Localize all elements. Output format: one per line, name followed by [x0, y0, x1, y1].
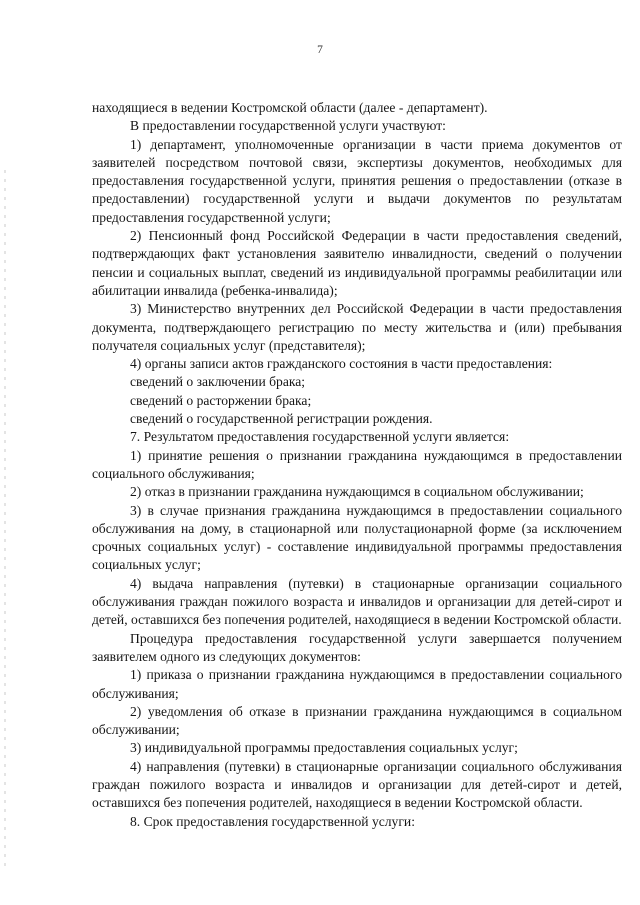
paragraph-p6: сведений о заключении брака; — [130, 374, 306, 390]
paragraph-p3: 2) Пенсионный фонд Российской Федерации в части предоставления сведений, подтверждающих факт установления заявителю инвалидности, сведений о получении пенсии и социальных выплат, сведений из индивидуальной программы реабилитации или абилитации инвалида (ребенка-инвалида); — [92, 228, 622, 298]
paragraph-p14: Процедура предоставления государственной услуги завершается получением заявителем одного из следующих документов: — [92, 630, 622, 664]
scan-edge-artifact — [4, 170, 6, 870]
paragraph-p7: сведений о расторжении брака; — [130, 392, 312, 408]
paragraph-p8: сведений о государственной регистрации рождения. — [130, 411, 433, 427]
paragraph-p11: 2) отказ в признании гражданина нуждающимся в социальном обслуживании; — [130, 484, 584, 500]
paragraph-p4: 3) Министерство внутренних дел Российской Федерации в части предоставления документа, подтверждающего регистрацию по месту жительства и (или) пребывания получателя социальных услуг (представителя); — [92, 301, 622, 353]
paragraph-p19: 8. Срок предоставления государственной услуги: — [130, 813, 415, 829]
paragraph-p12: 3) в случае признания гражданина нуждающимся в предоставлении социального обслуживания на дому, в стационарной или полустационарной форме (за исключением срочных социальных услуг) - составление индивидуальной программы предоставления социальных услуг; — [92, 502, 622, 573]
document-body — [92, 99, 622, 831]
paragraph-p15: 1) приказа о признании гражданина нуждающимся в предоставлении социального обслуживания; — [92, 667, 622, 701]
paragraph-p9: 7. Результатом предоставления государственной услуги является: — [130, 429, 510, 445]
page-number: 7 — [317, 44, 323, 56]
paragraph-p1: В предоставлении государственной услуги участвуют: — [130, 118, 446, 134]
paragraph-p17: 3) индивидуальной программы предоставления социальных услуг; — [130, 740, 518, 756]
paragraph-p0: находящиеся в ведении Костромской области (далее - департамент). — [92, 100, 488, 115]
paragraph-p13: 4) выдача направления (путевки) в стационарные организации социального обслуживания граждан пожилого возраста и инвалидов и организации для детей-сирот и детей, оставшихся без попечения родителей, находящиеся в ведении Костромской области. — [92, 575, 622, 628]
paragraph-p10: 1) принятие решения о признании гражданина нуждающимся в предоставлении социального обслуживания; — [92, 447, 622, 481]
paragraph-p16: 2) уведомления об отказе в признании гражданина нуждающимся в социальном обслуживании; — [92, 703, 622, 738]
paragraph-p2: 1) департамент, уполномоченные организации в части приема документов от заявителей посредством почтовой связи, экспертизы документов, необходимых для предоставления государственной услуги, принятия решения о предоставлении (отказе в предоставлении) государственной услуги и выдачи документов по результатам предоставления государственной услуги; — [92, 136, 622, 225]
paragraph-p5: 4) органы записи актов гражданского состояния в части предоставления: — [130, 356, 553, 372]
paragraph-p18: 4) направления (путевки) в стационарные организации социального обслуживания граждан пожилого возраста и инвалидов и организации для детей-сирот и детей, оставшихся без попечения родителей, находящиеся в ведении Костромской области. — [92, 758, 622, 811]
